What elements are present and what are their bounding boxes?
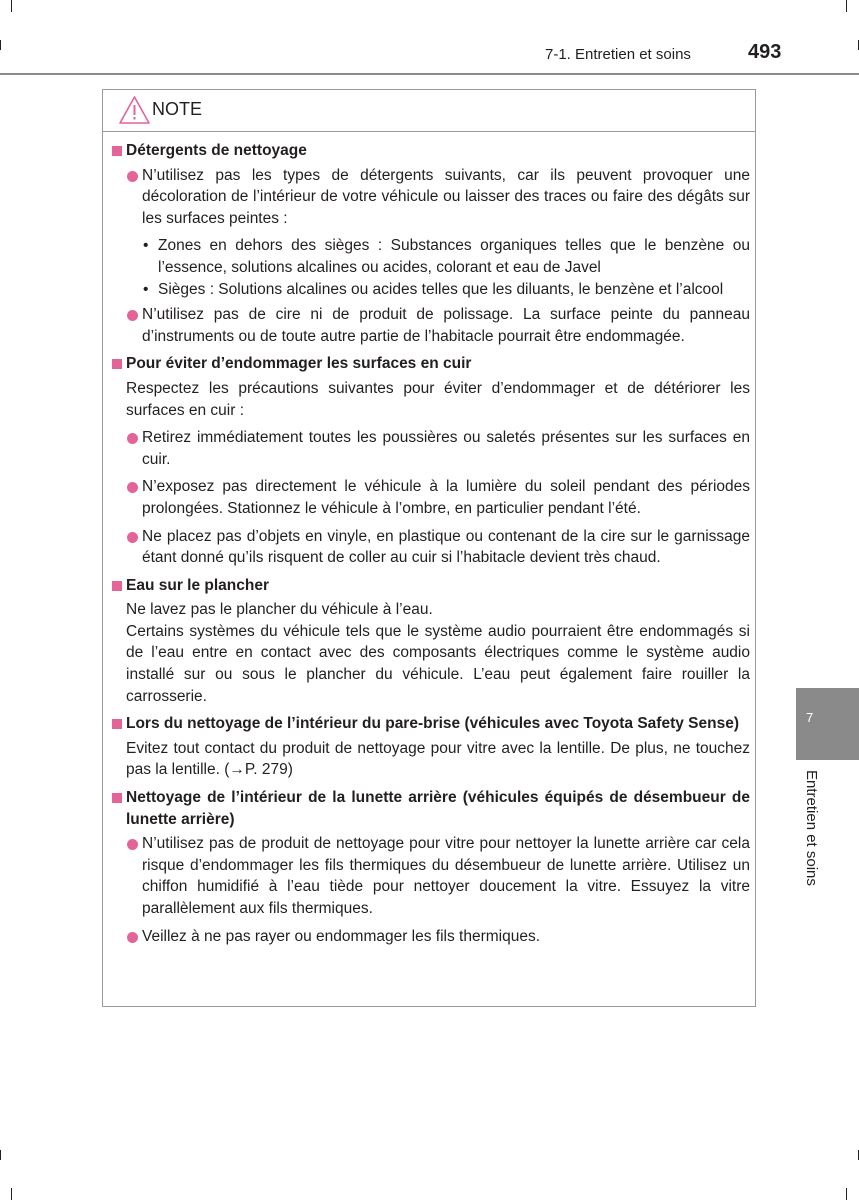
section-rear-window bbox=[112, 787, 750, 947]
paragraph: Certains systèmes du véhicule tels que le système audio pourraient être endommagés si de l’eau entre en contact avec des composants électriques comme le système audio installé sur ou sous le plancher du véhicule. L’eau peut également faire rouiller la carrosserie. bbox=[126, 622, 750, 705]
list-item: N’utilisez pas les types de détergents suivants, car ils peuvent provoquer une décoloration de l’intérieur de votre véhicule ou laisser des traces ou faire des dégâts sur les surfaces peintes : bbox=[112, 165, 750, 230]
list-item: Ne placez pas d’objets en vinyle, en plastique ou contenant de la cire sur le garnissage étant donné qu’ils risquent de coller au cuir si l’habitacle devient très chaud. bbox=[112, 526, 750, 569]
paragraph: Ne lavez pas le plancher du véhicule à l’eau. bbox=[126, 601, 433, 619]
pink-dot-icon bbox=[127, 310, 138, 321]
crop-mark bbox=[846, 1188, 847, 1200]
list-item: Retirez immédiatement toutes les poussières ou saletés présentes sur les surfaces en cuir. bbox=[112, 427, 750, 470]
list-item: N’exposez pas directement le véhicule à la lumière du soleil pendant des périodes prolongées. Stationnez le véhicule à l’ombre, en particulier pendant l’été. bbox=[112, 476, 750, 519]
crop-mark bbox=[0, 1150, 1, 1160]
running-header: 7-1. Entretien et soins bbox=[545, 46, 691, 63]
pink-square-icon bbox=[112, 359, 122, 369]
pink-dot-icon bbox=[127, 532, 138, 543]
pink-square-icon bbox=[112, 719, 122, 729]
warning-icon bbox=[118, 95, 151, 125]
chapter-tab bbox=[796, 688, 859, 760]
crop-mark bbox=[846, 0, 847, 12]
pink-dot-icon bbox=[127, 839, 138, 850]
section-detergents bbox=[112, 140, 750, 347]
list-item: Veillez à ne pas rayer ou endommager les fils thermiques. bbox=[112, 926, 750, 948]
section-windshield bbox=[112, 713, 750, 781]
note-box bbox=[102, 89, 756, 1007]
list-item: N’utilisez pas de produit de nettoyage pour vitre pour nettoyer la lunette arrière car cela risque d’endommager les fils thermiques du désembueur de lunette arrière. Utilisez un chiffon humidifié à l’eau tiède pour nettoyer doucement la vitre. Essuyez la vitre parallèlement aux fils thermiques. bbox=[112, 833, 750, 919]
page-number: 493 bbox=[748, 41, 782, 63]
note-content bbox=[112, 140, 750, 953]
section-heading: Nettoyage de l’intérieur de la lunette arrière (véhicules équipés de désembueur de lunette arrière) bbox=[112, 787, 750, 830]
pink-square-icon bbox=[112, 581, 122, 591]
crop-mark bbox=[0, 40, 1, 50]
pink-dot-icon bbox=[127, 482, 138, 493]
section-floor-water bbox=[112, 575, 750, 708]
pink-dot-icon bbox=[127, 932, 138, 943]
bullet-icon: • bbox=[143, 280, 149, 298]
pink-dot-icon bbox=[127, 433, 138, 444]
section-heading: Eau sur le plancher bbox=[112, 575, 750, 597]
pink-square-icon bbox=[112, 146, 122, 156]
chapter-label: Entretien et soins bbox=[803, 770, 820, 886]
list-item: N’utilisez pas de cire ni de produit de polissage. La surface peinte du panneau d’instruments ou de toute autre partie de l’habitacle pourrait être endommagée. bbox=[112, 304, 750, 347]
crop-mark bbox=[11, 0, 12, 12]
section-heading: Pour éviter d’endommager les surfaces en cuir bbox=[112, 353, 750, 375]
pink-dot-icon bbox=[127, 171, 138, 182]
note-header bbox=[103, 90, 755, 132]
sub-list-item: • Zones en dehors des sièges : Substances organiques telles que le benzène ou l’essence, solutions alcalines ou acides, colorant et eau de Javel bbox=[143, 237, 750, 276]
section-heading: Lors du nettoyage de l’intérieur du pare-brise (véhicules avec Toyota Safety Sense) bbox=[112, 713, 750, 735]
header-rule bbox=[0, 73, 859, 75]
section-heading: Détergents de nettoyage bbox=[112, 140, 750, 162]
note-title: NOTE bbox=[152, 99, 203, 119]
crop-mark bbox=[11, 1188, 12, 1200]
bullet-icon: • bbox=[143, 237, 149, 255]
paragraph: Evitez tout contact du produit de nettoyage pour vitre avec la lentille. De plus, ne touchez pas la lentille. (→P. 279) bbox=[126, 739, 750, 779]
section-leather bbox=[112, 353, 750, 568]
paragraph: Respectez les précautions suivantes pour éviter d’endommager et de détériorer les surfaces en cuir : bbox=[126, 379, 750, 419]
sub-list-item: • Sièges : Solutions alcalines ou acides telles que les diluants, le benzène et l’alcool bbox=[112, 279, 750, 301]
chapter-number: 7 bbox=[806, 710, 814, 725]
pink-square-icon bbox=[112, 793, 122, 803]
